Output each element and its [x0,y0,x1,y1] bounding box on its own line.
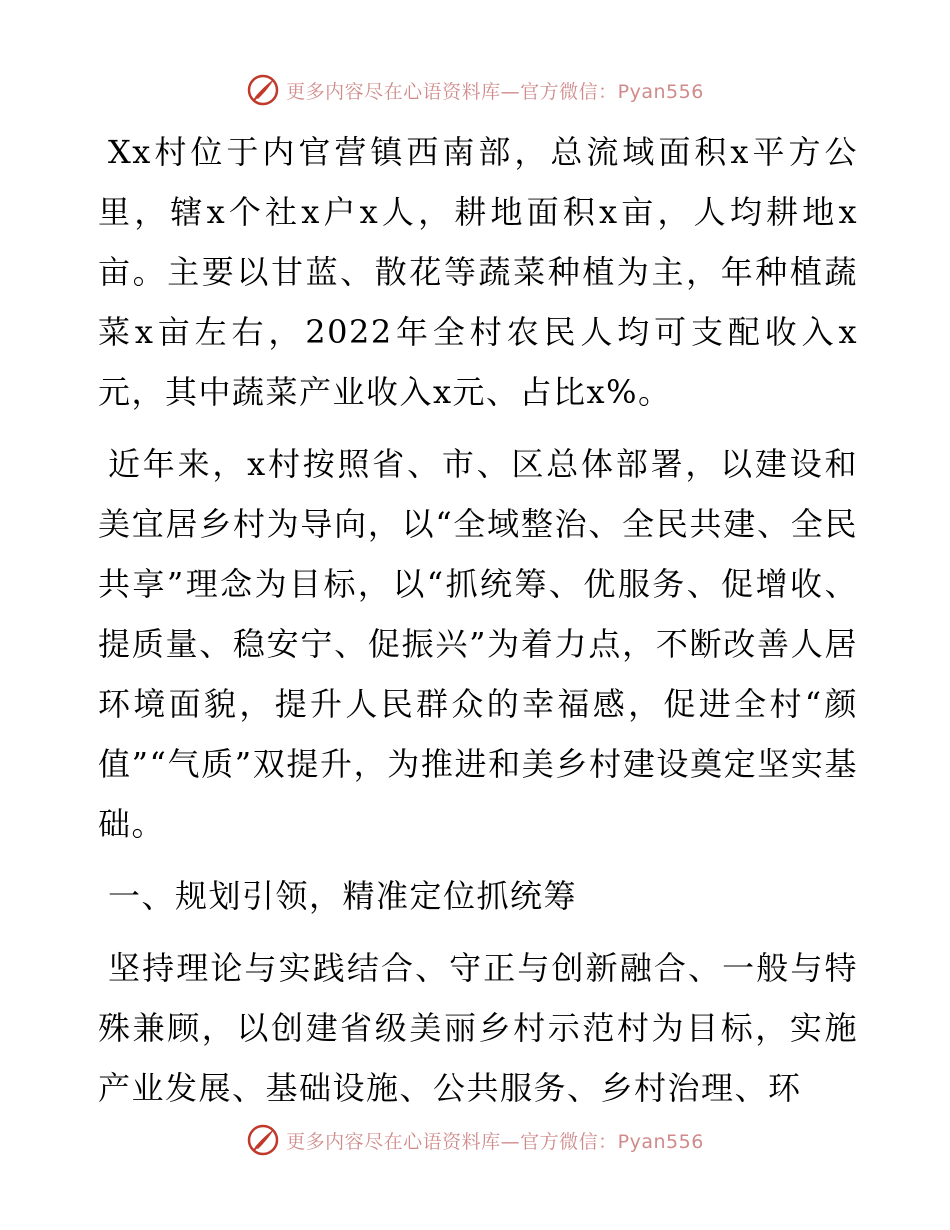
paragraph-village-overview: Xx村位于内官营镇西南部，总流域面积x平方公里，辖x个社x户x人，耕地面积x亩，人均耕地x亩。主要以甘蓝、散花等蔬菜种植为主，年种植蔬菜x亩左右，2022年全村农民人均可支配收入x元，其中蔬菜产业收入x元、占比x%。 [98,133,858,411]
paragraph-recent-work: 近年来，x村按照省、市、区总体部署，以建设和美宜居乡村为导向，以“全域整治、全民共建、全民共享”理念为目标，以“抓统筹、优服务、促增收、提质量、稳安宁、促振兴”为着力点，不断改善人居环境面貌，提升人民群众的幸福感，促进全村“颜值”“气质”双提升，为推进和美乡村建设奠定坚实基础。 [98,445,858,843]
watermark-header [0,70,950,110]
watermark-text: 更多内容尽在心语资料库—官方微信：Pyan556 [286,1130,704,1153]
watermark-footer [0,1120,950,1160]
quill-seal-icon [246,73,280,107]
quill-seal-icon [246,1123,280,1157]
paragraph-planning: 坚持理论与实践结合、守正与创新融合、一般与特殊兼顾，以创建省级美丽乡村示范村为目标，实施产业发展、基础设施、公共服务、乡村治理、环 [98,949,858,1107]
section-heading: 一、规划引领，精准定位抓统筹 [108,877,578,915]
document-body [98,122,858,1130]
watermark-text: 更多内容尽在心语资料库—官方微信：Pyan556 [286,80,704,103]
